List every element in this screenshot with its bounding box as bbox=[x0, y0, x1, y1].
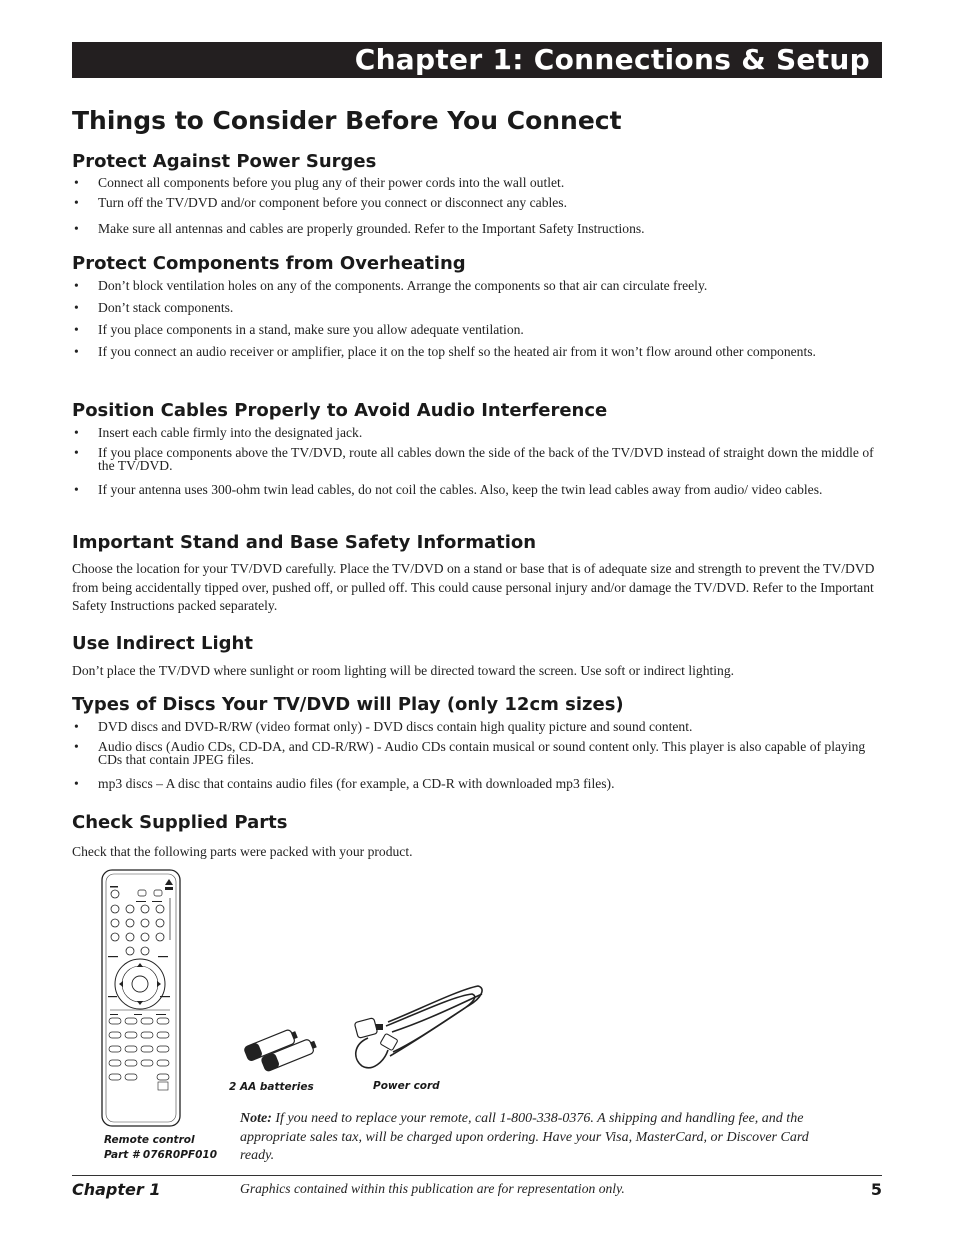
note-label: Note: bbox=[240, 1111, 272, 1126]
list-item: • mp3 discs – A disc that contains audio files (for example, a CD-R with downloaded mp3 files). bbox=[72, 775, 882, 792]
remote-caption-title: Remote control bbox=[104, 1134, 195, 1146]
section-heading-overheating: Protect Components from Overheating bbox=[72, 253, 466, 274]
overheating-list bbox=[72, 277, 882, 362]
remote-part-number: Part # 076R0PF010 bbox=[104, 1149, 218, 1161]
list-item: • Insert each cable firmly into the designated jack. bbox=[72, 424, 882, 441]
section-heading-stand-safety: Important Stand and Base Safety Information bbox=[72, 532, 537, 553]
note-text: If you need to replace your remote, call 1-800-338-0376. A shipping and handling fee, and the appropriate sales tax, will be charged upon ordering. Have your Visa, MasterCard, or Discover Card ready. bbox=[240, 1111, 809, 1163]
list-item: • Don’t block ventilation holes on any of the components. Arrange the components so that air can circulate freely. bbox=[72, 277, 882, 294]
remote-caption bbox=[104, 1133, 217, 1163]
page-number: 5 bbox=[870, 1180, 882, 1199]
section-heading-indirect-light: Use Indirect Light bbox=[72, 633, 253, 654]
footer-disclaimer: Graphics contained within this publication are for representation only. bbox=[240, 1181, 625, 1196]
cables-list bbox=[72, 424, 882, 500]
list-item: • DVD discs and DVD-R/RW (video format only) - DVD discs contain high quality picture and sound content. bbox=[72, 718, 882, 735]
remote-control-illustration bbox=[98, 868, 188, 1130]
list-item: • If you place components above the TV/DVD, route all cables down the side of the back of the TV/DVD instead of straight down the middle of the TV/DVD. bbox=[72, 446, 882, 472]
list-item: • Turn off the TV/DVD and/or component before you connect or disconnect any cables. bbox=[72, 194, 882, 211]
page-title: Things to Consider Before You Connect bbox=[72, 106, 622, 135]
list-item: • Audio discs (Audio CDs, CD-DA, and CD-R/RW) - Audio CDs contain musical or sound content only. This player is also capable of playing CDs that contain JPEG files. bbox=[72, 740, 882, 766]
power-cord-caption: Power cord bbox=[373, 1080, 440, 1092]
footer-divider bbox=[72, 1175, 882, 1176]
chapter-title: Chapter 1: Connections & Setup bbox=[354, 43, 870, 76]
list-item: • If you connect an audio receiver or amplifier, place it on the top shelf so the heated air from it won’t flow around other components. bbox=[72, 343, 882, 362]
list-item: • Make sure all antennas and cables are properly grounded. Refer to the Important Safety Instructions. bbox=[72, 220, 882, 237]
footer-chapter: Chapter 1 bbox=[72, 1180, 161, 1199]
chapter-banner bbox=[72, 42, 882, 78]
disc-types-list bbox=[72, 718, 882, 792]
batteries-caption: 2 AA batteries bbox=[229, 1081, 314, 1093]
note-paragraph bbox=[240, 1110, 820, 1166]
list-item: • If you place components in a stand, make sure you allow adequate ventilation. bbox=[72, 321, 882, 338]
section-heading-supplied-parts: Check Supplied Parts bbox=[72, 812, 288, 833]
stand-safety-paragraph: Choose the location for your TV/DVD carefully. Place the TV/DVD on a stand or base that is of adequate size and strength to prevent the TV/DVD from being accidentally tipped over, pushed off, or pulled off. This could cause personal injury and/or damage the TV/DVD. Refer to the Important Safety Instructions packed separately. bbox=[72, 561, 875, 613]
list-item: • Connect all components before you plug any of their power cords into the wall outlet. bbox=[72, 174, 882, 191]
indirect-light-paragraph: Don’t place the TV/DVD where sunlight or room lighting will be directed toward the screen. Use soft or indirect lighting. bbox=[72, 663, 735, 678]
power-surges-list bbox=[72, 174, 882, 237]
supplied-parts-paragraph: Check that the following parts were packed with your product. bbox=[72, 844, 413, 859]
list-item: • If your antenna uses 300-ohm twin lead cables, do not coil the cables. Also, keep the twin lead cables away from audio/ video cables. bbox=[72, 481, 882, 500]
power-cord-illustration bbox=[348, 980, 488, 1075]
section-heading-power-surges: Protect Against Power Surges bbox=[72, 151, 377, 172]
list-item: • Don’t stack components. bbox=[72, 299, 882, 316]
aa-batteries-illustration bbox=[240, 1022, 325, 1072]
section-heading-cables: Position Cables Properly to Avoid Audio Interference bbox=[72, 400, 608, 421]
section-heading-disc-types: Types of Discs Your TV/DVD will Play (only 12cm sizes) bbox=[72, 694, 624, 715]
